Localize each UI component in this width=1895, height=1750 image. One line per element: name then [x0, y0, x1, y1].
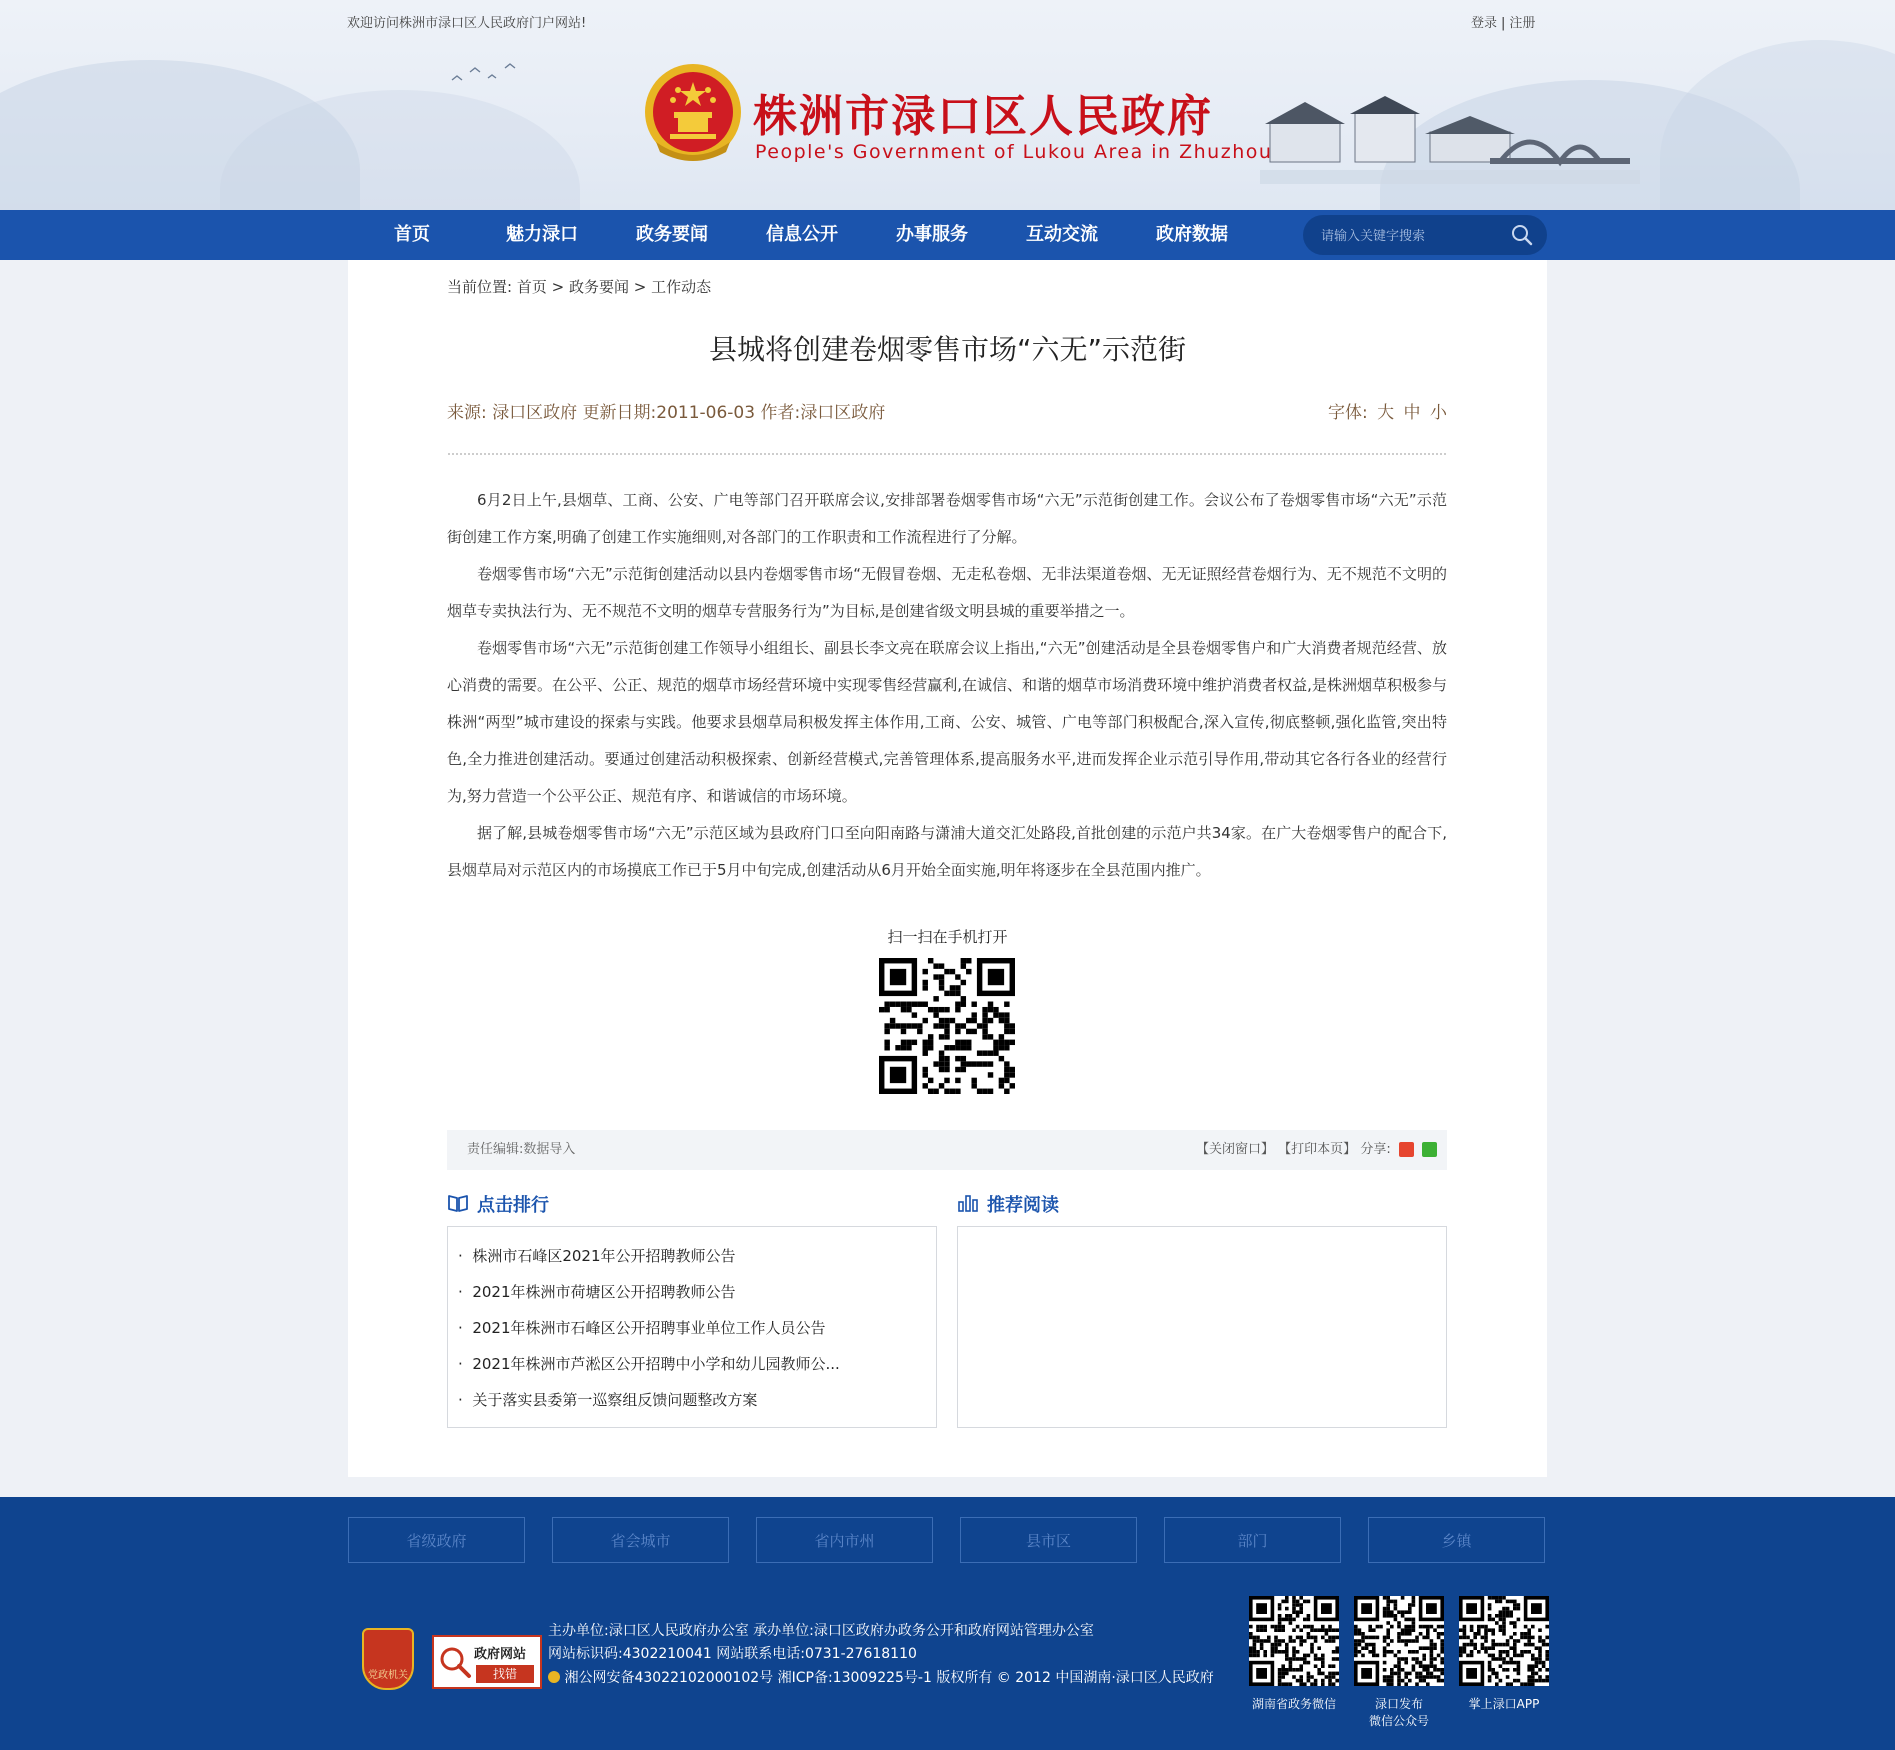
- site-title: 株洲市渌口区人民政府: [753, 91, 1213, 142]
- breadcrumb-label: 当前位置:: [447, 278, 513, 296]
- footer-copyright: [548, 1667, 1214, 1687]
- search-box: [1303, 215, 1547, 255]
- nav-item-interaction[interactable]: 互动交流: [1026, 224, 1098, 245]
- footer-link-towns[interactable]: 乡镇: [1368, 1517, 1545, 1563]
- badge-top-text: 政府网站: [474, 1647, 527, 1662]
- ranking-title: 点击排行: [477, 1195, 549, 1216]
- article-body: [447, 482, 1447, 889]
- party-gov-badge[interactable]: [362, 1628, 414, 1690]
- footer-link-capital-cities[interactable]: 省会城市: [552, 1517, 729, 1563]
- bar-chart-icon: [957, 1193, 979, 1213]
- article-title: 县城将创建卷烟零售市场“六无”示范街: [708, 333, 1186, 366]
- town-bridge-illustration: [1260, 92, 1640, 192]
- breadcrumb-home[interactable]: 首页: [516, 278, 547, 296]
- login-link[interactable]: 登录: [1471, 16, 1498, 31]
- responsible-editor: 责任编辑:数据导入: [467, 1142, 576, 1157]
- qr-label: 掌上渌口APP: [1468, 1697, 1540, 1711]
- wechat-share-icon[interactable]: [1422, 1142, 1437, 1157]
- list-item[interactable]: · 2021年株洲市石峰区公开招聘事业单位工作人员公告: [458, 1319, 826, 1337]
- font-size-label: 字体:: [1328, 403, 1368, 423]
- birds-illustration: [450, 60, 530, 90]
- national-emblem-icon[interactable]: [640, 62, 746, 170]
- gov-site-error-report-badge[interactable]: [432, 1635, 542, 1689]
- article-paragraph: 6月2日上午,县烟草、工商、公安、广电等部门召开联席会议,安排部署卷烟零售市场“六无”示范街创建工作。会议公布了卷烟零售市场“六无”示范街创建工作方案,明确了创建工作实施细则,对各部门的工作职责和工作流程进行了分解。: [447, 491, 1447, 546]
- qr-label: 湖南省政务微信: [1251, 1697, 1336, 1711]
- hunan-wechat-qr-code: [1249, 1596, 1339, 1686]
- footer-link-provincial[interactable]: 省级政府: [348, 1517, 525, 1563]
- list-item[interactable]: · 株洲市石峰区2021年公开招聘教师公告: [458, 1247, 736, 1265]
- nav-item-info-disclosure[interactable]: 信息公开: [766, 224, 838, 245]
- article-paragraph: 据了解,县城卷烟零售市场“六无”示范区域为县政府门口至向阳南路与潇浦大道交汇处路段,首批创建的示范户共34家。在广大卷烟零售户的配合下,县烟草局对示范区内的市场摸底工作已于5月中旬完成,创建活动从6月开始全面实施,明年将逐步在全县范围内推广。: [447, 824, 1447, 879]
- recommend-box: [957, 1226, 1447, 1428]
- article-qr-code: [879, 958, 1015, 1094]
- breadcrumb-gov-news[interactable]: 政务要闻: [569, 278, 630, 296]
- breadcrumb: [447, 276, 711, 297]
- magnifier-icon: [438, 1645, 472, 1679]
- auth-links: [1471, 12, 1535, 31]
- qr-label: 渌口发布 微信公众号: [1368, 1697, 1429, 1728]
- breadcrumb-separator: >: [551, 278, 565, 296]
- book-icon: [447, 1193, 469, 1213]
- badge-bottom-text: 找错: [476, 1665, 534, 1683]
- search-input[interactable]: [1319, 223, 1513, 249]
- nav-item-charm-lukou[interactable]: 魅力渌口: [506, 224, 578, 245]
- mountain-decoration: [1660, 40, 1895, 210]
- footer-link-departments[interactable]: 部门: [1164, 1517, 1341, 1563]
- nav-item-home[interactable]: 首页: [394, 224, 430, 245]
- site-subtitle: People's Government of Lukou Area in Zhuzhou: [755, 141, 1273, 163]
- auth-separator: |: [1501, 16, 1506, 31]
- welcome-text: 欢迎访问株洲市渌口区人民政府门户网站!: [347, 16, 587, 31]
- share-tools: [1196, 1130, 1437, 1170]
- font-size-switcher: [1328, 398, 1447, 423]
- weibo-share-icon[interactable]: [1399, 1142, 1414, 1157]
- search-icon[interactable]: [1511, 224, 1533, 246]
- list-item[interactable]: · 2021年株洲市荷塘区公开招聘教师公告: [458, 1283, 736, 1301]
- nav-item-gov-data[interactable]: 政府数据: [1156, 224, 1228, 245]
- footer-site-id: 网站标识码:4302210041 网站联系电话:0731-27618110: [548, 1646, 917, 1662]
- footer-copyright-text: 湘公网安备43022102000102号 湘ICP备:13009225号-1 版权所有 © 2012 中国湖南·渌口区人民政府: [564, 1670, 1214, 1686]
- breadcrumb-separator: >: [633, 278, 647, 296]
- share-label: 分享:: [1360, 1142, 1391, 1157]
- party-gov-badge-text: 党政机关: [368, 1670, 408, 1681]
- list-item[interactable]: · 关于落实县委第一巡察组反馈问题整改方案: [458, 1391, 758, 1409]
- nav-item-gov-news[interactable]: 政务要闻: [636, 224, 708, 245]
- article-meta: 来源: 渌口区政府 更新日期:2011-06-03 作者:渌口区政府: [447, 403, 886, 423]
- footer-link-counties[interactable]: 县市区: [960, 1517, 1137, 1563]
- font-size-large[interactable]: 大: [1377, 403, 1395, 423]
- font-size-small[interactable]: 小: [1429, 403, 1447, 423]
- police-badge-icon: [548, 1671, 560, 1683]
- footer-link-prefectures[interactable]: 省内市州: [756, 1517, 933, 1563]
- lukou-app-qr-code: [1459, 1596, 1549, 1686]
- dotted-divider: [447, 452, 1447, 457]
- qr-caption: 扫一扫在手机打开: [887, 928, 1008, 946]
- list-item[interactable]: · 2021年株洲市芦淞区公开招聘中小学和幼儿园教师公...: [458, 1355, 840, 1373]
- font-size-medium[interactable]: 中: [1403, 403, 1421, 423]
- print-page-button[interactable]: 【打印本页】: [1278, 1142, 1357, 1157]
- footer-host-info: 主办单位:渌口区人民政府办公室 承办单位:渌口区政府办政务公开和政府网站管理办公室: [548, 1623, 1094, 1639]
- main-nav: [0, 210, 1895, 260]
- article-paragraph: 卷烟零售市场“六无”示范街创建工作领导小组组长、副县长李文亮在联席会议上指出,“六无”创建活动是全县卷烟零售户和广大消费者规范经营、放心消费的需要。在公平、公正、规范的烟草市场经营环境中实现零售经营赢利,在诚信、和谐的烟草市场消费环境中维护消费者权益,是株洲烟草积极参与株洲“两型”城市建设的探索与实践。他要求县烟草局积极发挥主体作用,工商、公安、城管、广电等部门积极配合,深入宣传,彻底整顿,强化监管,突出特色,全力推进创建活动。要通过创建活动积极探索、创新经营模式,完善管理体系,提高服务水平,进而发挥企业示范引导作用,带动其它各行各业的经营行为,努力营造一个公平公正、规范有序、和谐诚信的市场环境。: [447, 639, 1447, 805]
- article-paragraph: 卷烟零售市场“六无”示范街创建活动以县内卷烟零售市场“无假冒卷烟、无走私卷烟、无非法渠道卷烟、无无证照经营卷烟行为、无不规范不文明的烟草专卖执法行为、无不规范不文明的烟草专营服务行为”为目标,是创建省级文明县城的重要举措之一。: [447, 565, 1447, 620]
- lukou-wechat-qr-code: [1354, 1596, 1444, 1686]
- register-link[interactable]: 注册: [1509, 16, 1536, 31]
- close-window-button[interactable]: 【关闭窗口】: [1196, 1142, 1275, 1157]
- nav-item-services[interactable]: 办事服务: [896, 224, 968, 245]
- recommend-title: 推荐阅读: [987, 1195, 1059, 1216]
- article-footer-bar: [447, 1130, 1447, 1170]
- ranking-box: [447, 1226, 937, 1428]
- breadcrumb-work-updates[interactable]: 工作动态: [651, 278, 712, 296]
